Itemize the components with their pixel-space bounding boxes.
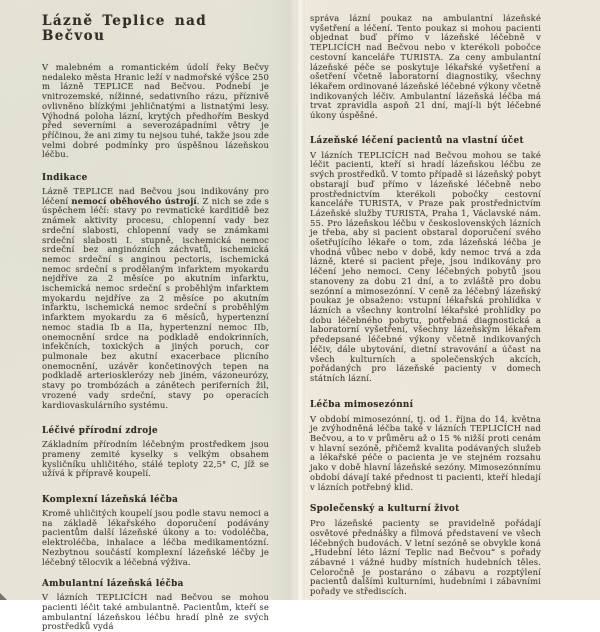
section-heading-indikace: Indikace — [42, 173, 88, 184]
scan-corner-artifact — [0, 593, 7, 600]
indikace-text-bold: nemocí oběhového ústrojí — [71, 195, 197, 206]
section-heading-lecba-mimosezonni: Léčba mimosezónní — [310, 399, 414, 410]
ambulantni-paragraph: V lázních TEPLICÍCH nad Bečvou se mohou pacienti léčit také ambulantně. Pacientům, kteří se ambulantní lázeňskou léčbu hradí plně ze svých prostředků vydá — [42, 592, 269, 632]
indikace-text-prefix: Lázně TEPLICE nad Bečvou jsou indikovány pro léčení — [42, 186, 269, 206]
section-heading-spolecensky-a-kulturni-zivot: Společenský a kulturní život — [310, 504, 460, 515]
page-title: Lázně Teplice nad Bečvou — [42, 13, 208, 44]
mimosezonni-paragraph: V období mimosezónní, tj. od 1. října do 14. května je zvýhodněná léčba také v lázních TEPLICÍCH nad Bečvou, a to v průměru až o 15 % nižší proti cenám v hlavní sezóně, přičemž kvalita podávaných služeb a lékařské péče o pacienta je ve stejném rozsahu jako v době hlavní lázeňské sezóny. Mimosezónnímu období dávají také přednost ti pacienti, kteří hledají v lázních potřebný klid. — [310, 413, 541, 492]
vlastni-ucet-paragraph: V lázních TEPLICÍCH nad Bečvou mohou se také léčit pacienti, kteří si hradí lázeňskou léčbu ze svých prostředků. V tomto případě si lázeňský pobyt obstarají buď přímo v lázeňské léčebně nebo prostřednictvím kterékoli pobočky cestovní kanceláře TURISTA, v Praze pak prostřednictvím Lázeňské služby TURISTA, Praha 1, Václavské nám. 55. Pro lázeňskou léčbu v československých lázních je třeba, aby si pacient obstaral doporučení svého ošetřujícího lékaře o tom, zda lázeňská léčba je vhodná vůbec nebo v době, kdy nemoc trvá a zda lázně, které si pacient přeje, jsou indikovány pro léčení jeho nemoci. Ceny léčebných pobytů jsou stanoveny za dobu 21 dní, a to zvláště pro dobu sezónní a mimosezónní. V ceně za léčebný lázeňský poukaz je obsaženo: vstupní lékařská prohlídka v lázních a všechny kontrolní lékařské prohlídky po dobu léčebného pobytu, potřebná diagnostická a laboratorní vyšetření, všechny lázeňským lékařem předepsané léčebné výkony včetně indikovaných léčiv, dále ubytování, dietní stravování a účast na všech kulturních a společenských akcích, pořádaných pro lázeňské pacienty v domech státních lázní. — [310, 149, 541, 383]
section-heading-komplexni-lazenska-lecba: Komplexní lázeňská léčba — [42, 495, 179, 506]
section-heading-lazenske-leceni-na-vlastni-ucet: Lázeňské léčení pacientů na vlastní účet — [310, 135, 524, 146]
right-column — [310, 14, 541, 597]
indikace-text-rest: . Z nich se zde s úspěchem léčí: stavy po revmatické karditidě bez známek aktivity procesu, chlopenní vady bez srdeční slabosti, chlopenní vady se známkami srdeční slabosti I. stupně, ischemická nemoc srdeční bez anginózních záchvatů, ischemická nemoc srdeční s anginou pectoris, ischemická nemoc srdeční s prodělaným infarktem myokardu nejdříve za 2 měsíce po akutním infarktu, ischemická nemoc srdeční s proběhlým infarktem myokardu nejdříve za 2 měsíce po akutním infarktu, ischemická nemoc srdeční s proběhlým infarktem myokardu za 6 měsíců, hypertenzní nemoc stadia Ib a IIa, hypertenzní nemoc IIb, onemocnění srdce na podkladě endokrinních, infekčních, toxických a jiných poruch, cor pulmonale bez akutní exacerbace plicního onemocnění, uzávěr končetinových tepen na podkladě arteriosklerózy neb jiném, vázoneurózy, stavy po trombózách a zánětech periferních žil, vrozené vady srdeční, stavy po operacích kardiovaskulárního systému. — [42, 195, 270, 410]
section-heading-ambulantni-lazenska-lecba: Ambulantní lázeňská léčba — [42, 579, 184, 590]
komplexni-paragraph: Kromě uhličitých koupelí jsou podle stavu nemoci a na základě lékařského doporučení podávány pacientům další lázeňské úkony a to: vodoléčba, elektroléčba, inhalace a léčba medikamentózní. Nezbytnou součástí komplexní lázeňské léčby je léčebný tělocvik a léčebná výživa. — [42, 508, 269, 567]
intro-paragraph: V malebném a romantickém údolí řeky Bečvy nedaleko města Hranic leží v nadmořské výšce 250 m lázně TEPLICE nad Bečvou. Podnebí je vnitrozemské, nížinné, sedativního rázu, příznivě ovlivněno blízkými jehličnatými a listnatými lesy. Výhodná poloha lázní, krytých předhořím Beskyd před severními a severozápadními větry je příčinou, že ani zimy tu nejsou tuhé, takže jsou zde velmi dobré podmínky pro úspěšnou lázeňskou léčbu. — [42, 62, 269, 160]
continuation-paragraph: správa lázní poukaz na ambulantní lázeňské vyšetření a léčení. Tento poukaz si mohou pacienti objednat buď přímo v lázeňské léčebně v TEPLICÍCH nad Bečvou nebo v kterékoli pobočce cestovní kanceláře TURISTA. Za ceny ambulantní lázeňské péče se poskytuje lékařské vyšetření a ošetření včetně laboratorní diagnostiky, všechny lékařem ordinované lázeňské léčebné výkony včetně indikovaných léčiv. Ambulantní lázeňská léčba má trvat zpravidla aspoň 21 dní, mají-li být léčebné úkony úspěšné. — [310, 13, 541, 121]
page-fold-crease — [296, 0, 305, 600]
zdroje-paragraph: Základním přírodním léčebným prostředkem jsou prameny zemité kyselky s velkým obsahem kysličníku uhličitého, stálé teploty 22,5° C, jíž se užívá k přípravě koupelí. — [42, 439, 269, 479]
left-column — [42, 14, 269, 632]
spolecensky-paragraph: Pro lázeňské pacienty se pravidelně pořádají osvětové přednášky a filmová představení ve všech léčebných budovách. V letní sezóně se obvykle koná „Hudební léto lázní Teplic nad Bečvou“ s pořady zábavné i vážné hudby místních hudebních těles. Celoročně je postaráno o zábavu a rozptýlení pacientů dalšími kulturními, hudebními i zábavními pořady ve střediscích. — [310, 518, 541, 597]
section-heading-lecive-prirodni-zdroje: Léčivé přírodní zdroje — [42, 426, 158, 437]
indikace-paragraph — [42, 187, 269, 410]
